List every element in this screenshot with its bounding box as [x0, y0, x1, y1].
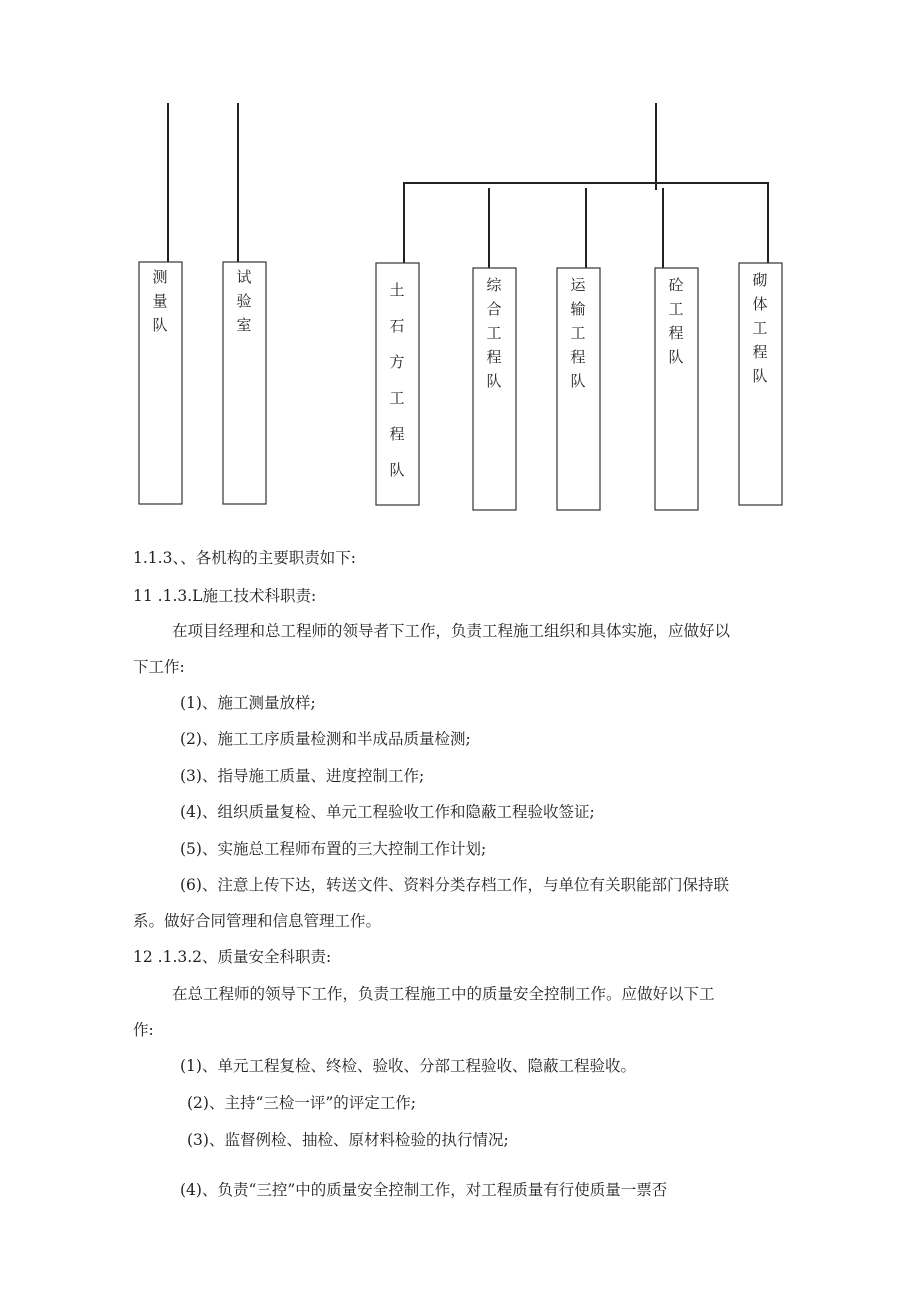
org-box-general	[473, 268, 516, 510]
list-item: (1)、单元工程复检、终检、验收、分部工程验收、隐蔽工程验收。	[180, 1057, 636, 1075]
org-box-label: 土石方工程队	[389, 281, 405, 479]
org-box-label: 测量队	[152, 268, 168, 334]
list-item: (1)、施工测量放样;	[180, 694, 316, 712]
list-item: (4)、负责“三控”中的质量安全控制工作，对工程质量有行使质量一票否	[180, 1181, 668, 1199]
list-item: (3)、监督例检、抽检、原材料检验的执行情况;	[187, 1131, 509, 1149]
section-title: 11 .1.3.L施工技术科职责:	[133, 587, 317, 605]
list-item: (2)、施工工序质量检测和半成品质量检测;	[180, 730, 471, 748]
list-item: (6)、注意上传下达，转送文件、资料分类存档工作，与单位有关职能部门保持联	[180, 876, 729, 894]
paragraph-line: 作:	[133, 1021, 154, 1039]
org-box-label: 综合工程队	[486, 276, 502, 390]
section-heading: 1.1.3、、各机构的主要职责如下:	[133, 549, 356, 567]
org-box-concrete	[655, 268, 698, 510]
org-box-survey	[139, 262, 182, 504]
paragraph-line: 在项目经理和总工程师的领导者下工作，负责工程施工组织和具体实施，应做好以	[172, 622, 731, 640]
section-title: 12 .1.3.2、质量安全科职责:	[133, 948, 332, 966]
list-item-continuation: 系。做好合同管理和信息管理工作。	[133, 912, 382, 930]
org-box-label: 运输工程队	[570, 276, 586, 390]
org-chart	[0, 0, 920, 520]
list-item: (5)、实施总工程师布置的三大控制工作计划;	[180, 840, 487, 858]
paragraph-line: 在总工程师的领导下工作，负责工程施工中的质量安全控制工作。应做好以下工	[172, 985, 715, 1003]
org-box-label: 试验室	[236, 268, 252, 334]
org-box-label: 砌体工程队	[752, 271, 768, 385]
org-box-label: 砼工程队	[668, 276, 684, 366]
org-box-lab	[223, 262, 266, 504]
list-item: (3)、指导施工质量、进度控制工作;	[180, 767, 425, 785]
org-box-masonry	[739, 263, 782, 505]
paragraph-line: 下工作:	[133, 658, 185, 676]
org-box-transport	[557, 268, 600, 510]
list-item: (2)、主持“三检一评”的评定工作;	[187, 1094, 417, 1112]
org-box-earthwork	[376, 263, 419, 505]
list-item: (4)、组织质量复检、单元工程验收工作和隐蔽工程验收签证;	[180, 803, 595, 821]
